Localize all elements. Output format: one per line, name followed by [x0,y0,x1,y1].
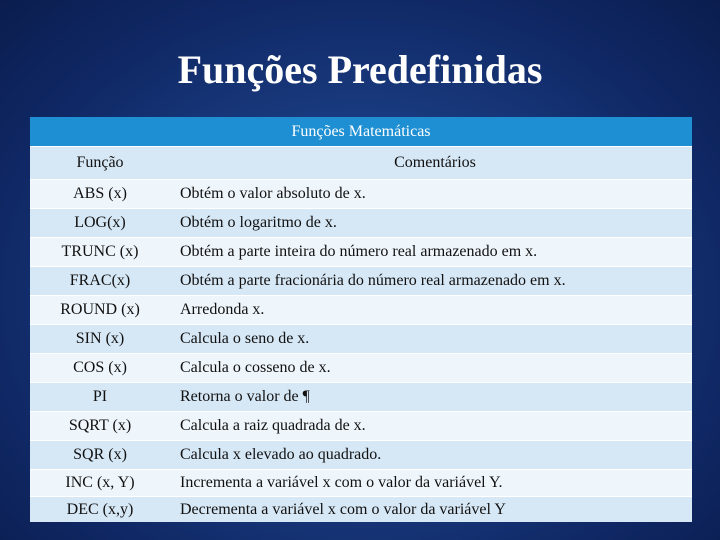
function-cell: FRAC(x) [69,272,131,289]
comment-cell: Arredonda x. [180,301,265,318]
comment-cell: Obtém a parte inteira do número real armazenado em x. [180,243,538,260]
table-row [30,412,692,440]
function-cell: LOG(x) [74,214,126,231]
table-row [30,441,692,469]
comment-cell: Decrementa a variável x com o valor da variável Y [180,500,506,518]
table-row [30,325,692,353]
table-row [30,180,692,208]
functions-table [30,117,692,522]
table-row [30,267,692,295]
table-row [30,383,692,411]
comment-cell: Calcula o cosseno de x. [180,359,331,376]
comment-cell: Calcula x elevado ao quadrado. [180,446,382,463]
function-cell: PI [92,388,108,405]
table-row [30,470,692,496]
function-cell: SIN (x) [75,330,125,347]
function-cell: TRUNC (x) [61,243,139,260]
comment-cell: Obtém a parte fracionária do número real armazenado em x. [180,272,566,289]
function-cell: INC (x, Y) [65,474,135,491]
comment-cell: Obtém o valor absoluto de x. [180,185,366,202]
comment-cell: Obtém o logaritmo de x. [180,214,337,231]
table-row [30,296,692,324]
column-header-comment: Comentários [394,154,476,171]
comment-cell: Calcula o seno de x. [180,330,310,347]
table-row [30,238,692,266]
function-cell: ROUND (x) [60,301,140,318]
table-header-row [30,147,692,179]
comment-cell: Incrementa a variável x com o valor da variável Y. [180,474,503,491]
table-caption: Funções Matemáticas [30,117,692,146]
table-row [30,209,692,237]
comment-cell: Calcula a raiz quadrada de x. [180,417,366,434]
comment-cell: Retorna o valor de ¶ [180,388,310,405]
function-cell: DEC (x,y) [66,500,134,518]
table-row [30,354,692,382]
column-header-function: Função [76,154,124,171]
function-cell: SQR (x) [73,446,127,463]
slide-title: Funções Predefinidas [177,47,543,92]
function-cell: ABS (x) [73,185,127,202]
table-row [30,497,692,522]
function-cell: COS (x) [73,359,127,376]
function-cell: SQRT (x) [68,417,132,434]
